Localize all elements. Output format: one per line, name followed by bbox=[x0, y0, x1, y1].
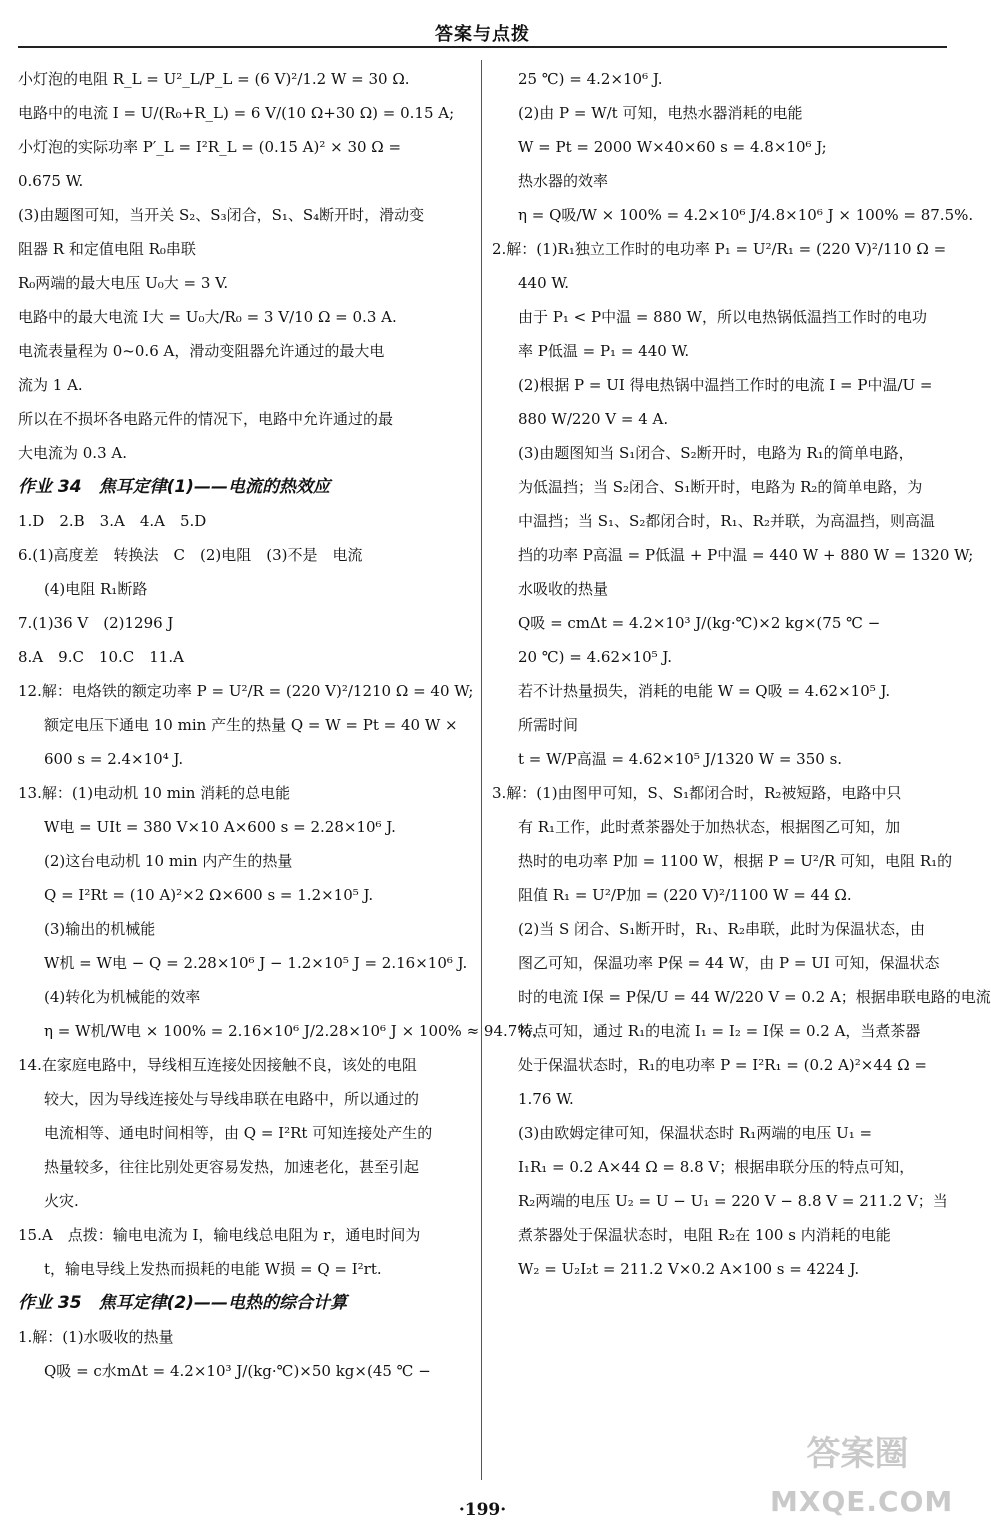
left-column bbox=[18, 62, 537, 1388]
text-line: 大电流为 0.3 A. bbox=[18, 444, 127, 462]
section-heading: 作业 34 焦耳定律(1)——电流的热效应 bbox=[18, 477, 330, 497]
text-line: 25 ℃) = 4.2×10⁶ J. bbox=[518, 70, 663, 88]
text-line: 440 W. bbox=[518, 274, 569, 292]
text-line: Q吸 = c水mΔt = 4.2×10³ J/(kg·℃)×50 kg×(45 ℃ − bbox=[44, 1362, 431, 1380]
watermark-text: 答案圈 bbox=[806, 1434, 909, 1474]
text-line: 1.解：(1)水吸收的热量 bbox=[18, 1328, 174, 1346]
text-line: 13.解：(1)电动机 10 min 消耗的总电能 bbox=[18, 784, 291, 802]
text-line: Q = I²Rt = (10 A)²×2 Ω×600 s = 1.2×10⁵ J. bbox=[44, 886, 374, 904]
text-line: Q吸 = cmΔt = 4.2×10³ J/(kg·℃)×2 kg×(75 ℃ − bbox=[518, 614, 881, 632]
text-line: W电 = UIt = 380 V×10 A×600 s = 2.28×10⁶ J. bbox=[44, 818, 396, 836]
text-line: (2)根据 P = UI 得电热锅中温挡工作时的电流 I = P中温/U = bbox=[518, 376, 933, 394]
header-title: 答案与点拨 bbox=[435, 24, 530, 45]
text-line: 时的电流 I保 = P保/U = 44 W/220 V = 0.2 A；根据串联电路的电流 bbox=[518, 988, 991, 1006]
text-line: 14.在家庭电路中，导线相互连接处因接触不良，该处的电阻 bbox=[18, 1056, 417, 1074]
text-line: 电流相等、通电时间相等，由 Q = I²Rt 可知连接处产生的 bbox=[44, 1124, 433, 1142]
header-rule bbox=[18, 46, 947, 48]
watermark-url: MXQE.COM bbox=[770, 1485, 954, 1518]
text-line: 若不计热量损失，消耗的电能 W = Q吸 = 4.62×10⁵ J. bbox=[518, 682, 891, 700]
text-line: 热水器的效率 bbox=[518, 172, 609, 190]
text-line: R₂两端的电压 U₂ = U − U₁ = 220 V − 8.8 V = 211.2 V；当 bbox=[518, 1192, 948, 1210]
text-line: 由于 P₁ < P中温 = 880 W，所以电热锅低温挡工作时的电功 bbox=[518, 308, 927, 326]
text-line: 6.(1)高度差 转换法 C (2)电阻 (3)不是 电流 bbox=[18, 546, 363, 564]
text-line: 热时的电功率 P加 = 1100 W，根据 P = U²/R 可知，电阻 R₁的 bbox=[518, 852, 953, 870]
text-line: 处于保温状态时，R₁的电功率 P = I²R₁ = (0.2 A)²×44 Ω = bbox=[518, 1056, 927, 1074]
text-line: 1.D 2.B 3.A 4.A 5.D bbox=[18, 512, 207, 530]
text-line: I₁R₁ = 0.2 A×44 Ω = 8.8 V；根据串联分压的特点可知， bbox=[518, 1158, 915, 1176]
text-line: (3)输出的机械能 bbox=[44, 920, 156, 938]
text-line: 880 W/220 V = 4 A. bbox=[518, 410, 669, 428]
right-column bbox=[492, 62, 991, 1286]
text-line: 所以在不损坏各电路元件的情况下，电路中允许通过的最 bbox=[18, 410, 394, 428]
text-line: 额定电压下通电 10 min 产生的热量 Q = W = Pt = 40 W × bbox=[44, 716, 458, 734]
text-line: W机 = W电 − Q = 2.28×10⁶ J − 1.2×10⁵ J = 2.16×10⁶ J. bbox=[44, 954, 468, 972]
text-line: 12.解：电烙铁的额定功率 P = U²/R = (220 V)²/1210 Ω = 40 W; bbox=[18, 682, 474, 700]
text-line: W₂ = U₂I₂t = 211.2 V×0.2 A×100 s = 4224 J. bbox=[518, 1260, 860, 1278]
text-line: 电流表量程为 0~0.6 A，滑动变阻器允许通过的最大电 bbox=[18, 342, 385, 360]
column-divider bbox=[481, 60, 482, 1480]
text-line: (2)由 P = W/t 可知，电热水器消耗的电能 bbox=[518, 104, 803, 122]
text-line: η = W机/W电 × 100% = 2.16×10⁶ J/2.28×10⁶ J × 100% ≈ 94.7%. bbox=[44, 1022, 537, 1040]
page-number: ·199· bbox=[458, 1500, 507, 1520]
text-line: η = Q吸/W × 100% = 4.2×10⁶ J/4.8×10⁶ J × 100% = 87.5%. bbox=[518, 206, 974, 224]
text-line: 20 ℃) = 4.62×10⁵ J. bbox=[518, 648, 673, 666]
page-header bbox=[0, 0, 965, 46]
text-line: (2)这台电动机 10 min 内产生的热量 bbox=[44, 852, 293, 870]
text-line: 0.675 W. bbox=[18, 172, 84, 190]
text-line: (3)由欧姆定律可知，保温状态时 R₁两端的电压 U₁ = bbox=[518, 1124, 873, 1142]
text-line: 小灯泡的电阻 R_L = U²_L/P_L = (6 V)²/1.2 W = 30 Ω. bbox=[18, 70, 410, 88]
watermark-logo bbox=[770, 1430, 954, 1530]
text-line: 阻值 R₁ = U²/P加 = (220 V)²/1100 W = 44 Ω. bbox=[518, 886, 852, 904]
text-line: 2.解：(1)R₁独立工作时的电功率 P₁ = U²/R₁ = (220 V)²/110 Ω = bbox=[492, 240, 947, 258]
text-line: 1.76 W. bbox=[518, 1090, 574, 1108]
text-line: 有 R₁工作，此时煮茶器处于加热状态，根据图乙可知，加 bbox=[518, 818, 901, 836]
text-line: (3)由题图知当 S₁闭合、S₂断开时，电路为 R₁的简单电路， bbox=[518, 444, 914, 462]
text-line: 火灾. bbox=[44, 1192, 79, 1210]
text-line: (4)转化为机械能的效率 bbox=[44, 988, 201, 1006]
text-line: t = W/P高温 = 4.62×10⁵ J/1320 W = 350 s. bbox=[518, 750, 843, 768]
text-line: 较大，因为导线连接处与导线串联在电路中，所以通过的 bbox=[44, 1090, 420, 1108]
text-line: W = Pt = 2000 W×40×60 s = 4.8×10⁶ J; bbox=[518, 138, 827, 156]
text-line: 煮茶器处于保温状态时，电阻 R₂在 100 s 内消耗的电能 bbox=[518, 1226, 891, 1244]
text-line: 3.解：(1)由图甲可知，S、S₁都闭合时，R₂被短路，电路中只 bbox=[492, 784, 902, 802]
section-heading: 作业 35 焦耳定律(2)——电热的综合计算 bbox=[18, 1293, 347, 1313]
text-line: (4)电阻 R₁断路 bbox=[44, 580, 148, 598]
text-line: 中温挡；当 S₁、S₂都闭合时，R₁、R₂并联，为高温挡，则高温 bbox=[518, 512, 935, 530]
text-line: 600 s = 2.4×10⁴ J. bbox=[44, 750, 184, 768]
text-line: 挡的功率 P高温 = P低温 + P中温 = 440 W + 880 W = 1320 W; bbox=[518, 546, 974, 564]
text-line: R₀两端的最大电压 U₀大 = 3 V. bbox=[18, 274, 229, 292]
text-line: 7.(1)36 V (2)1296 J bbox=[18, 614, 174, 632]
text-line: 15.A 点拨：输电电流为 I，输电线总电阻为 r，通电时间为 bbox=[18, 1226, 421, 1244]
text-line: 为低温挡；当 S₂闭合、S₁断开时，电路为 R₂的简单电路，为 bbox=[518, 478, 923, 496]
text-line: 8.A 9.C 10.C 11.A bbox=[18, 648, 184, 666]
text-line: 率 P低温 = P₁ = 440 W. bbox=[518, 342, 690, 360]
text-line: 阻器 R 和定值电阻 R₀串联 bbox=[18, 240, 196, 258]
text-line: 热量较多，往往比别处更容易发热，加速老化，甚至引起 bbox=[44, 1158, 420, 1176]
text-line: t，输电导线上发热而损耗的电能 W损 = Q = I²rt. bbox=[44, 1260, 382, 1278]
text-line: 水吸收的热量 bbox=[518, 580, 609, 598]
text-line: 图乙可知，保温功率 P保 = 44 W，由 P = UI 可知，保温状态 bbox=[518, 954, 940, 972]
text-line: (2)当 S 闭合、S₁断开时，R₁、R₂串联，此时为保温状态，由 bbox=[518, 920, 925, 938]
text-line: 流为 1 A. bbox=[18, 376, 83, 394]
text-line: 电路中的最大电流 I大 = U₀大/R₀ = 3 V/10 Ω = 0.3 A. bbox=[18, 308, 397, 326]
text-line: (3)由题图可知，当开关 S₂、S₃闭合，S₁、S₄断开时，滑动变 bbox=[18, 206, 425, 224]
text-line: 小灯泡的实际功率 P′_L = I²R_L = (0.15 A)² × 30 Ω = bbox=[18, 138, 402, 156]
text-line: 所需时间 bbox=[518, 716, 579, 734]
text-line: 特点可知，通过 R₁的电流 I₁ = I₂ = I保 = 0.2 A，当煮茶器 bbox=[518, 1022, 921, 1040]
text-line: 电路中的电流 I = U/(R₀+R_L) = 6 V/(10 Ω+30 Ω) = 0.15 A; bbox=[18, 104, 455, 122]
